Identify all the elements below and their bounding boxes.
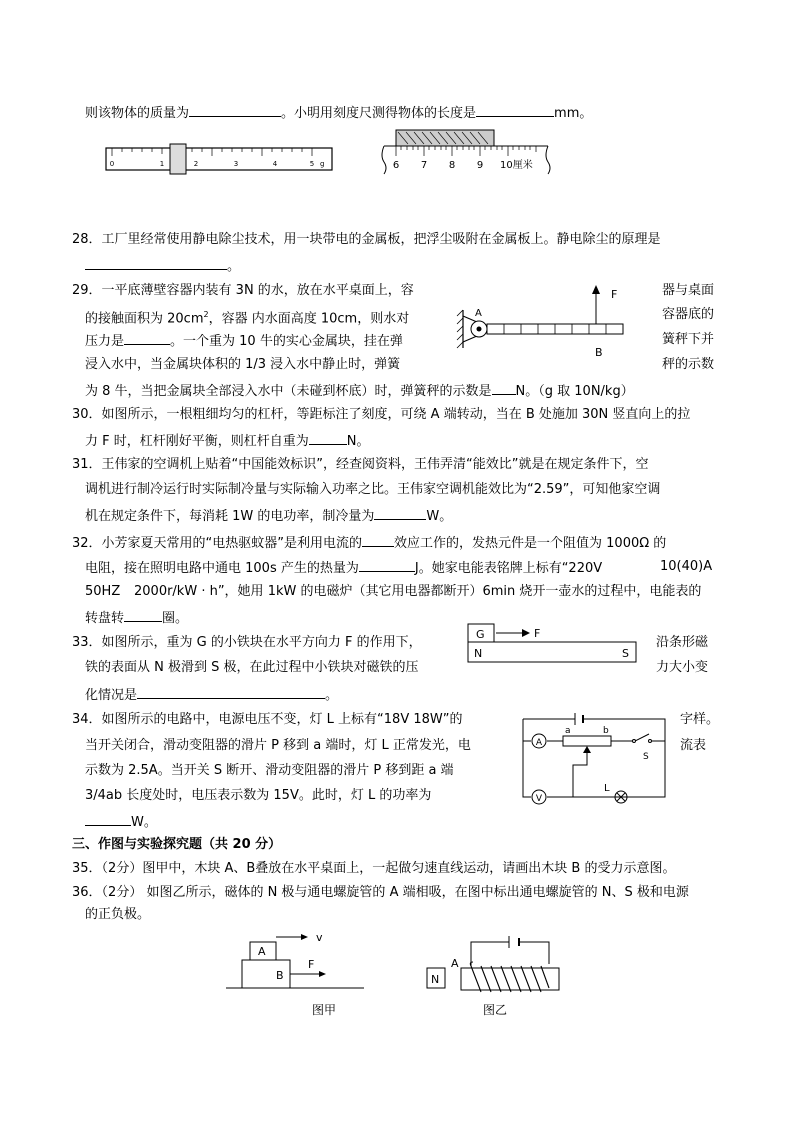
q29-line2: 的接触面积为 $20cm^2$，容器 内水面高度 10cm，则水对 bbox=[85, 310, 410, 327]
answer-blank bbox=[362, 533, 394, 547]
q34-line3: 示数为 2.5A。当开关 S 断开、滑动变阻器的滑片 P 移到距 a 端 bbox=[85, 763, 454, 778]
q29-right3: 簧秤下并 bbox=[662, 332, 715, 347]
q29-line3: 压力是 。一个重为 10 牛的实心金属块，挂在弹 bbox=[85, 331, 403, 351]
q30-line2: 力 F 时，杠杆刚好平衡，则杠杆自重为 N。 bbox=[85, 431, 369, 451]
tick-label: 10厘米 bbox=[500, 160, 533, 171]
tick-label: 2 bbox=[193, 160, 199, 168]
q34-right1: 字样。 bbox=[680, 712, 720, 727]
q34-line4: 3/4ab 长度处时，电压表示数为 15V。此时，灯 L 的功率为 bbox=[85, 788, 432, 803]
q33-line1: 33．如图所示，重为 G 的小铁块在水平方向力 F 的作用下， bbox=[72, 635, 422, 650]
q31-line2: 调机进行制冷运行时实际制冷量与实际输入功率之比。王伟家空调机能效比为“2.59”，可知他家空调 bbox=[85, 482, 661, 497]
ammeter-label: A bbox=[535, 738, 543, 748]
q34-line1: 34．如图所示的电路中，电源电压不变，灯 L 上标有“18V 18W”的 bbox=[72, 712, 463, 727]
q29-line4: 浸入水中，当金属块体积的 1/3 浸入水中静止时，弹簧 bbox=[85, 357, 401, 372]
answer-blank bbox=[124, 608, 162, 622]
q34-line5: W。 bbox=[85, 812, 157, 832]
figure-caption: 图乙 bbox=[483, 1003, 508, 1017]
figure-yi bbox=[425, 936, 565, 1022]
q33-right2: 力大小变 bbox=[656, 660, 709, 675]
magnet-north-label: N bbox=[431, 973, 440, 986]
tick-label: 5 bbox=[309, 160, 315, 168]
answer-blank bbox=[189, 103, 281, 117]
tick-label: 3 bbox=[233, 160, 239, 168]
balance-ruler-figure bbox=[100, 140, 340, 180]
answer-blank bbox=[85, 812, 131, 826]
lamp-label: L bbox=[604, 783, 610, 794]
length-ruler-figure bbox=[378, 128, 558, 176]
answer-blank bbox=[359, 558, 415, 572]
answer-blank bbox=[374, 506, 426, 520]
q32-line3a: 50HZ bbox=[85, 584, 121, 599]
lever-figure bbox=[455, 282, 635, 362]
tick-label: 0 bbox=[109, 160, 115, 168]
tick-label: 8 bbox=[448, 160, 456, 171]
velocity-label: v bbox=[316, 931, 323, 944]
q29-line5: 为 8 牛，当把金属块全部浸入水中（未碰到杯底）时，弹簧秤的示数是 N。（g 取 10N/kg） bbox=[85, 381, 634, 401]
lever-label-b: B bbox=[595, 346, 603, 359]
lever-label-f: F bbox=[611, 288, 618, 301]
q31-line1: 31．王伟家的空调机上贴着“中国能效标识”，经查阅资料，王伟弄清“能效比”就是在规定条件下，空 bbox=[72, 457, 649, 472]
iron-block-label: G bbox=[476, 628, 485, 641]
switch-label: S bbox=[643, 752, 649, 762]
rheostat-end-b: b bbox=[603, 726, 609, 736]
circuit-figure bbox=[515, 707, 675, 807]
tick-label: 1 bbox=[159, 160, 165, 168]
q29-right2: 容器底的 bbox=[662, 307, 715, 322]
block-b-label: B bbox=[276, 969, 284, 982]
answer-blank bbox=[492, 381, 516, 395]
q36-line1: 36．（2分） 如图乙所示，磁体的 N 极与通电螺旋管的 A 端相吸，在图中标出通电螺旋管的 N、S 极和电源 bbox=[72, 885, 689, 900]
tick-label: 9 bbox=[476, 160, 484, 171]
q33-line3: 化情况是 。 bbox=[85, 685, 338, 705]
section-heading: 三、作图与实验探究题（共 20 分） bbox=[72, 837, 282, 852]
q30-line1: 30．如图所示，一根粗细均匀的杠杆，等距标注了刻度，可绕 A 端转动，当在 B 处施加 30N 竖直向上的拉 bbox=[72, 407, 691, 422]
block-a-label: A bbox=[258, 945, 266, 958]
answer-blank bbox=[124, 331, 170, 345]
tick-label: 4 bbox=[272, 160, 278, 168]
voltmeter-label: V bbox=[535, 794, 543, 804]
q29-right1: 器与桌面 bbox=[662, 283, 715, 298]
figure-caption: 图甲 bbox=[312, 1003, 337, 1017]
q29-line1: 29．一平底薄壁容器内装有 3N 的水，放在水平桌面上，容 bbox=[72, 283, 414, 298]
figure-jia bbox=[222, 926, 372, 1022]
q35-line: 35．（2分）图甲中，木块 A、B叠放在水平桌面上，一起做匀速直线运动，请画出木块 B 的受力示意图。 bbox=[72, 861, 676, 876]
q34-right2: 流表 bbox=[680, 738, 707, 753]
q32-line3b: 2000r/kW · h”，她用 1kW 的电磁炉（其它用电器都断开）6min 烧开一壶水的过程中，电能表的 bbox=[134, 584, 702, 599]
q33-right1: 沿条形磁 bbox=[656, 635, 709, 650]
answer-blank bbox=[137, 685, 325, 699]
q33-line2: 铁的表面从 N 极滑到 S 极，在此过程中小铁块对磁铁的压 bbox=[85, 660, 419, 675]
tick-label: 7 bbox=[420, 160, 428, 171]
q28-line1: 28．工厂里经常使用静电除尘技术，用一块带电的金属板，把浮尘吸附在金属板上。静电除尘的原理是 bbox=[72, 232, 661, 247]
north-pole-label: N bbox=[474, 647, 483, 660]
q32-line4: 转盘转 圈。 bbox=[85, 608, 188, 628]
q32-line2-right: 10(40)A bbox=[660, 559, 713, 574]
q29-right4: 秤的示数 bbox=[662, 357, 715, 372]
q34-line2: 当开关闭合，滑动变阻器的滑片 P 移到 a 端时，灯 L 正常发光，电 bbox=[85, 738, 471, 753]
q28-line2: 。 bbox=[85, 256, 240, 276]
q31-line3: 机在规定条件下，每消耗 1W 的电功率，制冷量为 W。 bbox=[85, 506, 452, 526]
unit-label: g bbox=[320, 160, 325, 168]
tick-label: 6 bbox=[392, 160, 400, 171]
force-label: F bbox=[534, 627, 541, 640]
q36-line2: 的正负极。 bbox=[85, 907, 151, 922]
q32-line2: 电阻，接在照明电路中通电 100s 产生的热量为 J。她家电能表铭牌上标有“220V bbox=[85, 558, 602, 578]
lever-label-a: A bbox=[475, 308, 482, 319]
top-line: 则该物体的质量为 。小明用刻度尺测得物体的长度是 mm。 bbox=[85, 103, 592, 123]
south-pole-label: S bbox=[622, 647, 629, 660]
answer-blank bbox=[309, 431, 347, 445]
coil-end-a-label: A bbox=[451, 957, 459, 970]
force-label: F bbox=[308, 958, 315, 971]
answer-blank bbox=[476, 103, 554, 117]
magnet-figure bbox=[466, 622, 642, 666]
q32-line1: 32．小芳家夏天常用的“电热驱蚊器”是利用电流的 效应工作的，发热元件是一个阻值为 1000Ω 的 bbox=[72, 533, 666, 553]
rheostat-end-a: a bbox=[565, 726, 571, 736]
answer-blank bbox=[85, 256, 227, 270]
